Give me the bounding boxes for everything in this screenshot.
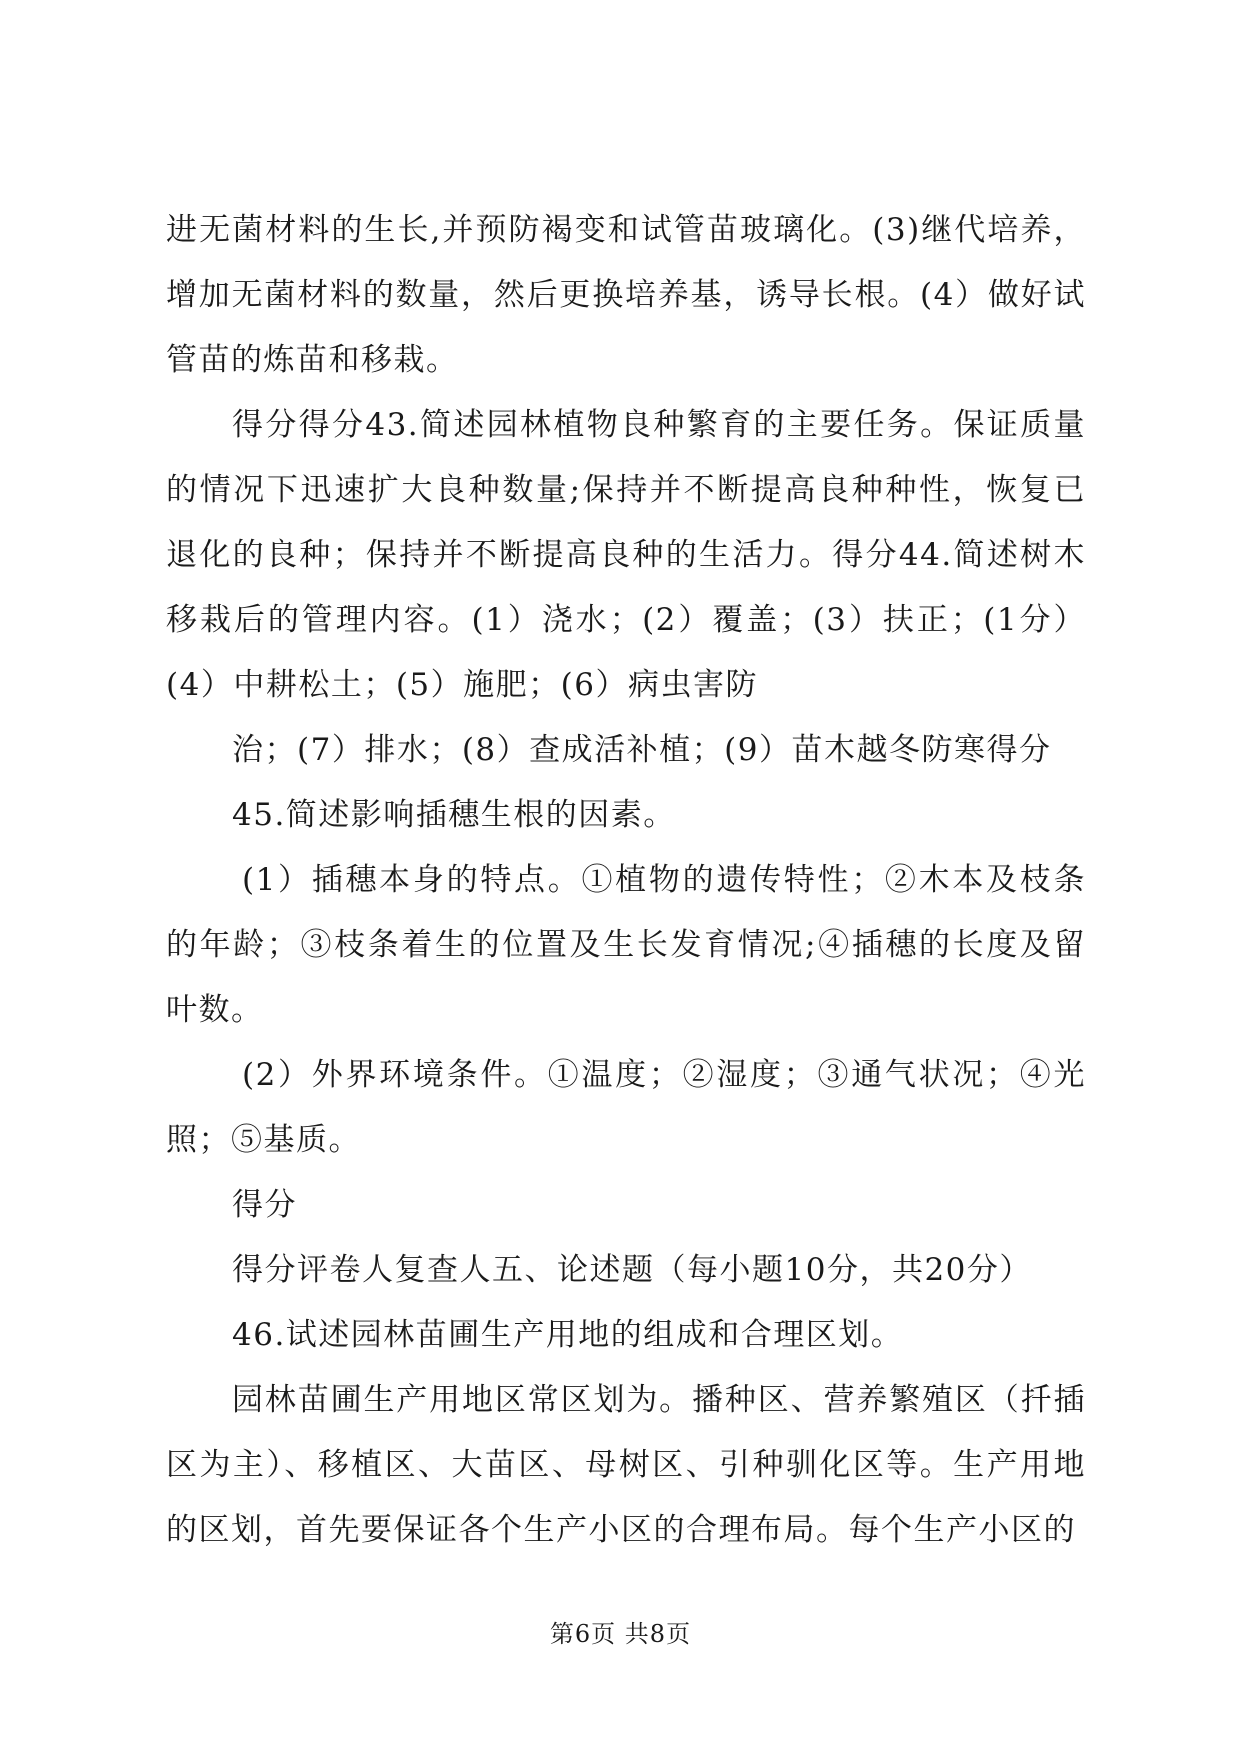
paragraph-10: 园林苗圃生产用地区常区划为。播种区、营养繁殖区（扦插区为主）、移植区、大苗区、母树区、引种驯化区等。生产用地的区划，首先要保证各个生产小区的合理布局。每个生产小区的 <box>166 1382 1086 1548</box>
paragraph-5: (1）插穗本身的特点。①植物的遗传特性；②木本及枝条的年龄；③枝条着生的位置及生长发育情况;④插穗的长度及留叶数。 <box>166 862 1086 1028</box>
page-number: 第6页 共8页 <box>549 1620 692 1648</box>
paragraph-1: 进无菌材料的生长,并预防褐变和试管苗玻璃化。(3)继代培养，增加无菌材料的数量，然后更换培养基，诱导长根。(4）做好试管苗的炼苗和移栽。 <box>166 212 1086 378</box>
paragraph-8: 得分评卷人复查人五、论述题（每小题10分，共20分） <box>232 1252 1032 1288</box>
paragraph-4: 45.简述影响插穗生根的因素。 <box>232 797 676 833</box>
paragraph-3: 治；(7）排水；(8）查成活补植；(9）苗木越冬防寒得分 <box>232 732 1052 768</box>
paragraph-2: 得分得分43.简述园林植物良种繁育的主要任务。保证质量的情况下迅速扩大良种数量;保持并不断提高良种种性，恢复已退化的良种；保持并不断提高良种的生活力。得分44.简述树木移栽后的管理内容。(1）浇水；(2）覆盖；(3）扶正；(1分）(4）中耕松土；(5）施肥；(6）病虫害防 <box>166 407 1086 703</box>
paragraph-6: (2）外界环境条件。①温度；②湿度；③通气状况；④光照；⑤基质。 <box>166 1057 1086 1158</box>
document-body <box>166 198 1086 1563</box>
paragraph-7: 得分 <box>232 1187 297 1223</box>
paragraph-9: 46.试述园林苗圃生产用地的组成和合理区划。 <box>232 1317 904 1353</box>
